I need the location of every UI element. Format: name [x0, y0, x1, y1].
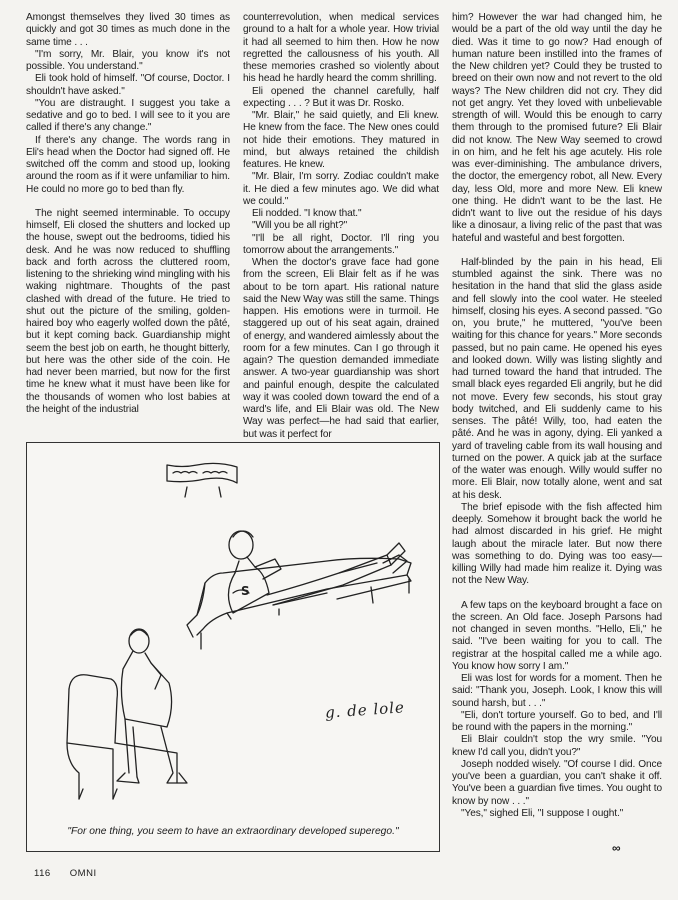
article-column-1 — [26, 12, 230, 416]
article-column-3 — [452, 12, 662, 820]
paragraph: "I'm sorry, Mr. Blair, you know it's not possible. You understand." — [26, 48, 230, 72]
paragraph: Eli took hold of himself. "Of course, Doctor. I shouldn't have asked." — [26, 73, 230, 97]
paragraph: Amongst themselves they lived 30 times as quickly and got 30 times as much done in the same time . . . — [26, 12, 230, 48]
artist-signature: g. de lole — [324, 698, 406, 722]
paragraph: "Mr. Blair," he said quietly, and Eli knew. He knew from the face. The New ones could not hide their emotions. They matured in mind, but always retained the childish features. He knew. — [243, 110, 439, 170]
cartoon-panel — [26, 442, 440, 852]
paragraph: counterrevolution, when medical services ground to a halt for a whole year. How trivial it had all seemed to him then. How he now regretted the callousness of his youth. All these memories crashed so violently about his head he hardly heard the comm shrilling. — [243, 12, 439, 85]
paragraph: If there's any change. The words rang in Eli's head when the Doctor had signed off. He switched off the comm and stood up, looking around the room as if it were unfamiliar to him. He could no more go to bed than fly. — [26, 134, 230, 195]
paragraph: Half-blinded by the pain in his head, Eli stumbled against the sink. There was no hesitation in the hand that slid the glass aside and fell slowly into the cool water. He steeled himself, closing his eyes. A second passed. "Go on, you brute," he muttered, "you've been waiting for this chance for years." More seconds passed, but no pain came. He opened his eyes and looked down. Willy was listing slightly and had turned toward the hand that intruded. The small black eyes regarded Eli angrily, but he did not move. Every few seconds, his stout gray body twitched, and Eli suddenly came to his senses. The pâté! Willy, too, had eaten the pâté. And he was in agony, dying. Eli yanked a yard of traveling cable from its wall housing and turned on the power. A quick jab at the surface of the water was enough. Willy would suffer no more. Eli Blair, now totally alone, went and sat at his desk. — [452, 256, 662, 501]
page-number: 116 — [34, 868, 51, 879]
paragraph: Joseph nodded wisely. "Of course I did. Once you've been a guardian, you can't shake it off. You've been a guardian five times. You ought to know by now . . ." — [452, 758, 662, 807]
paragraph: "You are distraught. I suggest you take a sedative and go to bed. I will see to it you are called if there's any change." — [26, 97, 230, 134]
end-mark-icon: ∞ — [612, 841, 619, 855]
paragraph: "Yes," sighed Eli, "I suppose I ought." — [461, 807, 624, 819]
paragraph: Eli nodded. "I know that." — [252, 208, 362, 219]
patient-figure — [228, 531, 407, 613]
article-column-2 — [243, 12, 439, 441]
paragraph: Eli Blair couldn't stop the wry smile. "You knew I'd call you, didn't you?" — [452, 734, 662, 758]
paragraph: "Mr. Blair, I'm sorry. Zodiac couldn't make it. He died a few minutes ago. We did what we could." — [243, 171, 439, 207]
paragraph: "Will you be all right?" — [252, 220, 348, 232]
cartoon-caption: "For one thing, you seem to have an extraordinary developed superego." — [67, 826, 399, 837]
paragraph: Eli opened the channel carefully, half expecting . . . ? But it was Dr. Rosko. — [243, 85, 439, 109]
paragraph: "I'll be all right, Doctor. I'll ring you tomorrow about the arrangements." — [243, 232, 439, 256]
cartoon-illustration — [27, 443, 439, 851]
paragraph: The night seemed interminable. To occupy himself, Eli closed the shutters and locked up the house, swept out the bedrooms, tidied his desk. And he was now reduced to shuffling back and forth across the cluttered room, listening to the shrieking wind mingling with his waking nightmare. Thoughts of the past clashed with dread of the future. He tried to shut out the picture of the smiling, golden-haired boy who eagerly wolfed down the pâté, but it kept coming back. Guardianship might seem the best job on earth, he thought bitterly, but here was the other side of the coin. He had never been married, but now for the first time he knew what it must have been like for the thousands of women who lost babies at the height of the industrial — [26, 207, 230, 415]
shirt-letter: S — [241, 584, 250, 598]
paragraph: When the doctor's grave face had gone from the screen, Eli Blair felt as if he was about to be torn apart. His rational nature said the New Way was still the same. Things happen. His emotions were in turmoil. He staggered up out of his seat again, drained of energy, and wandered aimlessly about the room for a few minutes. Can I go through it again? The question demanded immediate answer. A two-year guardianship was short and painful enough, despite the calculated way it was cooled down toward the end of a ward's life, and Eli Blair was old. The New Way was perfect—he had said that earlier, but was it perfect for — [243, 257, 439, 440]
paragraph: The brief episode with the fish affected him deeply. Somehow it brought back the world he had almost discarded in his grief. He might laugh about the miracle later. But now there was something to do. Dying was too easy—killing Willy had made him realize it. Dying was not the New Way. — [452, 501, 662, 587]
couch — [187, 558, 411, 649]
wall-picture — [167, 463, 237, 497]
page-footer — [34, 868, 113, 879]
paragraph: Eli was lost for words for a moment. Then he said: "Thank you, Joseph. Look, I know this will sound harsh, but . . ." — [452, 673, 662, 709]
paragraph: him? However the war had changed him, he would be a part of the old way until the day he died. Was it time to go now? Had enough of human nature been instilled into the frames of the New children yet? Could they be trusted to breed on their own now and not revert to the old ways? The New children did not cry. They did not get angry. Yet they loved with unbelievable strength of will. Would this be enough to carry them through to the promised future? Eli Blair did not know. The New Way seemed to crowd in on him, and he felt his age acutely. His role was ever-diminishing. The ambulance drivers, the doctor, the emergency robot, all New. Every day, less Old, more and more New. Eli knew one thing. He didn't want to be the last. He didn't want to live out the residue of his days like a dinosaur, a living relic of the past that was hateful and wasteful and best forgotten. — [452, 12, 662, 244]
paragraph: "Eli, don't torture yourself. Go to bed, and I'll be round with the papers in the morning." — [452, 709, 662, 733]
magazine-name: OMNI — [69, 868, 97, 879]
paragraph: A few taps on the keyboard brought a face on the screen. An Old face. Joseph Parsons had not changed in seven months. "Hello, Eli," he said. "I've been waiting for you to call. The registrar at the hospital called me a while ago. You know how sorry I am." — [452, 599, 662, 672]
